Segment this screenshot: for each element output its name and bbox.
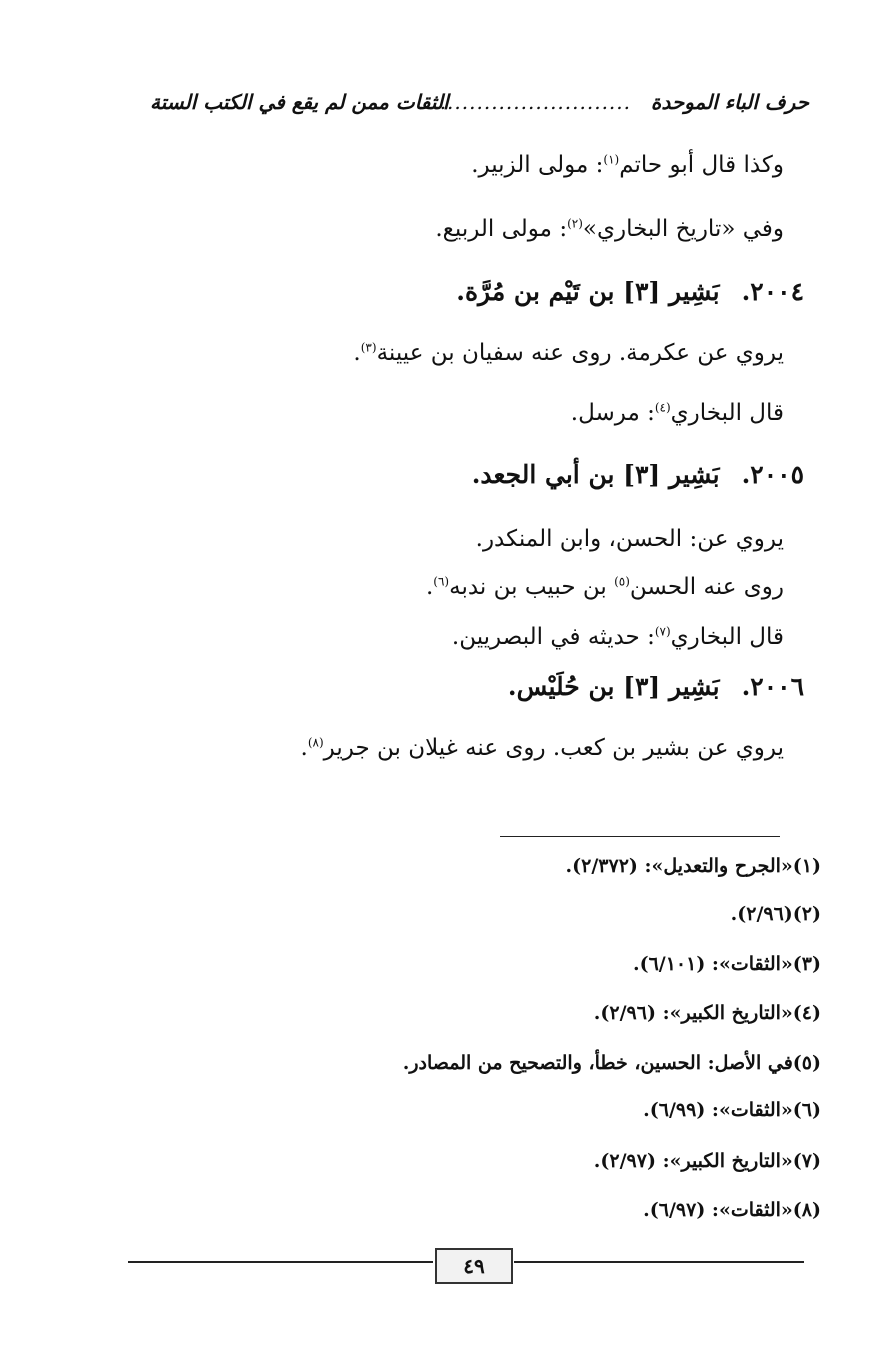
footnote-ref: (٥) — [614, 574, 630, 589]
body-line: روى عنه الحسن$^{(٥)}$ بن حبيب بن ندبه$^{(٦)}$. — [425, 574, 784, 600]
footnote: (٧)«التاريخ الكبير»: (٢/٩٧). — [593, 1150, 821, 1172]
running-header — [150, 90, 809, 120]
header-chapter-title: حرف الباء الموحدة — [650, 90, 809, 114]
footnote: (٣)«الثقات»: (٦/١٠١). — [632, 953, 821, 975]
entry-number: ٢٠٠٤. — [741, 277, 804, 306]
footnote: (٤)«التاريخ الكبير»: (٢/٩٦). — [593, 1002, 821, 1024]
body-line: يروي عن: الحسن، وابن المنكدر. — [475, 526, 784, 552]
body-line: يروي عن عكرمة. روى عنه سفيان بن عيينة$^{(٣)}$. — [353, 340, 784, 366]
footnote-separator — [500, 836, 780, 837]
footnote: (٢)(٢/٩٦). — [730, 903, 821, 925]
entry-number: ٢٠٠٥. — [741, 460, 804, 489]
body-line: قال البخاري$^{(٧)}$: حديثه في البصريين. — [451, 624, 784, 650]
footnote-ref: (٨) — [307, 735, 324, 750]
entry-heading — [508, 672, 804, 701]
footnote-ref: (٣) — [360, 340, 377, 355]
footnote-ref: (٢) — [567, 216, 583, 231]
entry-title: بَشِير [٣] بن تَيْم بن مُرَّة. — [456, 277, 720, 306]
entry-title: بَشِير [٣] بن أبي الجعد. — [471, 460, 720, 489]
footnote-ref: (٦) — [433, 574, 450, 589]
footnote: (٨)«الثقات»: (٦/٩٧). — [643, 1199, 821, 1221]
footnote-ref: (٧) — [654, 624, 671, 639]
footnote: (٥)في الأصل: الحسين، خطأ، والتصحيح من المصادر. — [402, 1052, 821, 1074]
entry-number: ٢٠٠٦. — [741, 672, 804, 701]
body-line: قال البخاري$^{(٤)}$: مرسل. — [570, 400, 784, 426]
body-line: يروي عن بشير بن كعب. روى عنه غيلان بن جرير$^{(٨)}$. — [300, 735, 784, 761]
bottom-rule — [128, 1261, 433, 1263]
entry-heading — [456, 277, 804, 306]
header-book-title: الثقات ممن لم يقع في الكتب الستة — [150, 90, 449, 114]
header-dot-leader: ........................... — [432, 90, 631, 114]
body-line: وفي «تاريخ البخاري»$^{(٢)}$: مولى الربيع. — [435, 216, 784, 242]
entry-heading — [472, 460, 804, 489]
footnote: (٦)«الثقات»: (٦/٩٩). — [643, 1099, 821, 1121]
page-number: ٤٩ — [435, 1248, 513, 1284]
footnote-ref: (٤) — [654, 400, 671, 415]
entry-title: بَشِير [٣] بن حُلَيْس. — [507, 672, 720, 701]
bottom-rule — [514, 1261, 804, 1263]
footnote: (١)«الجرح والتعديل»: (٢/٣٧٢). — [565, 855, 821, 877]
body-line: وكذا قال أبو حاتم$^{(١)}$: مولى الزبير. — [471, 152, 784, 178]
footnote-ref: (١) — [603, 152, 620, 167]
